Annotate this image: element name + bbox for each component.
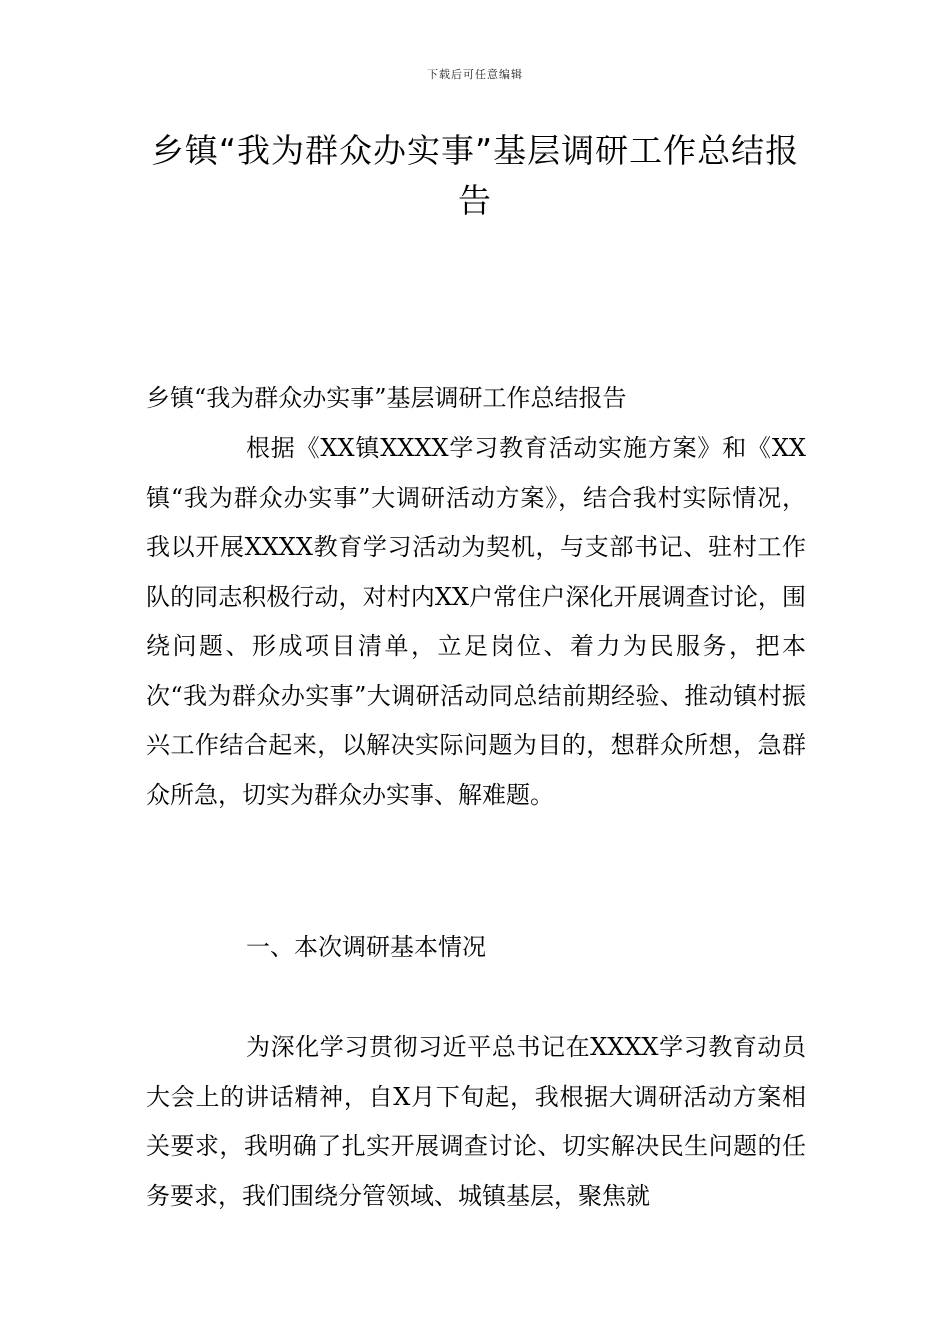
header-note: 下载后可任意编辑 [427,68,523,81]
subtitle-line: 乡镇“我为群众办实事”基层调研工作总结报告 [146,384,627,412]
document-title: 乡镇“我为群众办实事”基层调研工作总结报告 [150,131,800,220]
paragraph-section-1: 为深化学习贯彻习近平总书记在XXXX学习教育动员大会上的讲话精神，自X月下旬起，我根据大调研活动方案相关要求，我明确了扎实开展调查讨论、切实解决民生问题的任务要求，我们围绕分管领域、城镇基层，聚焦就 [146,1033,806,1210]
paragraph-intro: 根据《XX镇XXXX学习教育活动实施方案》和《XX镇“我为群众办实事”大调研活动方案》，结合我村实际情况，我以开展XXXX教育学习活动为契机，与支部书记、驻村工作队的同志积极行动，对村内XX户常住户深化开展调查讨论，围绕问题、形成项目清单，立足岗位、着力为民服务，把本次“我为群众办实事”大调研活动同总结前期经验、推动镇村振兴工作结合起来，以解决实际问题为目的，想群众所想，急群众所急，切实为群众办实事、解难题。 [146,434,806,809]
section-heading: 一、本次调研基本情况 [246,933,486,961]
